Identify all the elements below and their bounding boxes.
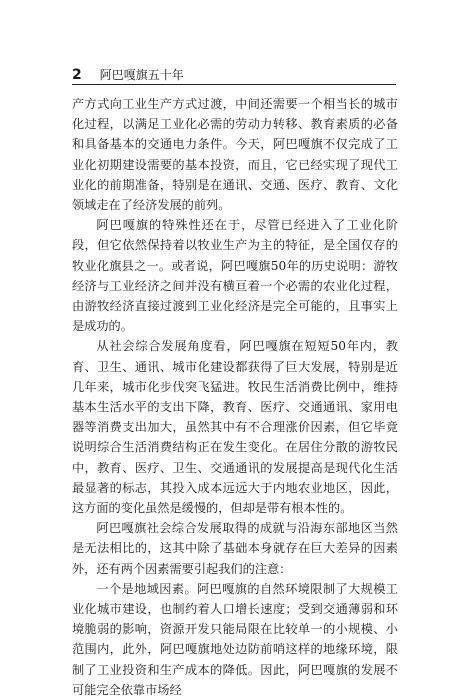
- paragraph-3: 从社会综合发展角度看，阿巴嘎旗在短短50年内，教育、卫生、通讯、城市化建设都获得了巨大发展，特别是近几年来，城市化步伐突飞猛进。牧民生活消费比例中，维持基本生活水平的支出下降，教育、医疗、交通通讯、家用电器等消费支出加大，虽然其中有不合理涨价因素，但它毕竟说明综合生活消费结构正在发生变化。在居住分散的游牧民中，教育、医疗、卫生、交通通讯的发展提高是现代化生活最显著的标志，其投入成本远远大于内地农业地区，因此，这方面的变化虽然是缓慢的，但却是带有根本性的。: [72, 339, 398, 516]
- paragraph-5: 一个是地域因素。阿巴嘎旗的自然环境限制了大规模工业化城市建设，也制约着人口增长速度；受到交通薄弱和环境脆弱的影响，资源开发只能局限在比较单一的小规模、小范围内，此外，阿巴嘎旗地处边防前哨这样的地缘环境，限制了工业投资和生产成本的降低。因此，阿巴嘎旗的发展不可能完全依靠市场经: [72, 581, 398, 697]
- page-header: [72, 66, 184, 83]
- body-text: [72, 94, 398, 700]
- page-number: 2: [72, 67, 82, 83]
- running-title: 阿巴嘎旗五十年: [99, 68, 184, 82]
- header-rule: [72, 84, 396, 85]
- paragraph-2: 阿巴嘎旗的特殊性还在于，尽管已经进入了工业化阶段，但它依然保持着以牧业生产为主的特征，是全国仅存的牧业化旗县之一。或者说，阿巴嘎旗50年的历史说明：游牧经济与工业经济之间并没有横亘着一个必需的农业化过程，由游牧经济直接过渡到工业化经济是完全可能的，且事实上是成功的。: [72, 218, 398, 334]
- paragraph-1: 产方式向工业生产方式过渡，中间还需要一个相当长的城市化过程，以满足工业化必需的劳动力转移、教育素质的必备和具备基本的交通电力条件。今天，阿巴嘎旗不仅完成了工业化初期建设需要的基本投资，而且，它已经实现了现代工业化的前期准备，特别是在通讯、交通、医疗、教育、文化领域走在了经济发展的前列。: [72, 97, 398, 213]
- paragraph-4: 阿巴嘎旗社会综合发展取得的成就与沿海东部地区当然是无法相比的，这其中除了基础本身就存在巨大差异的因素外，还有两个因素需要引起我们的注意：: [72, 521, 398, 576]
